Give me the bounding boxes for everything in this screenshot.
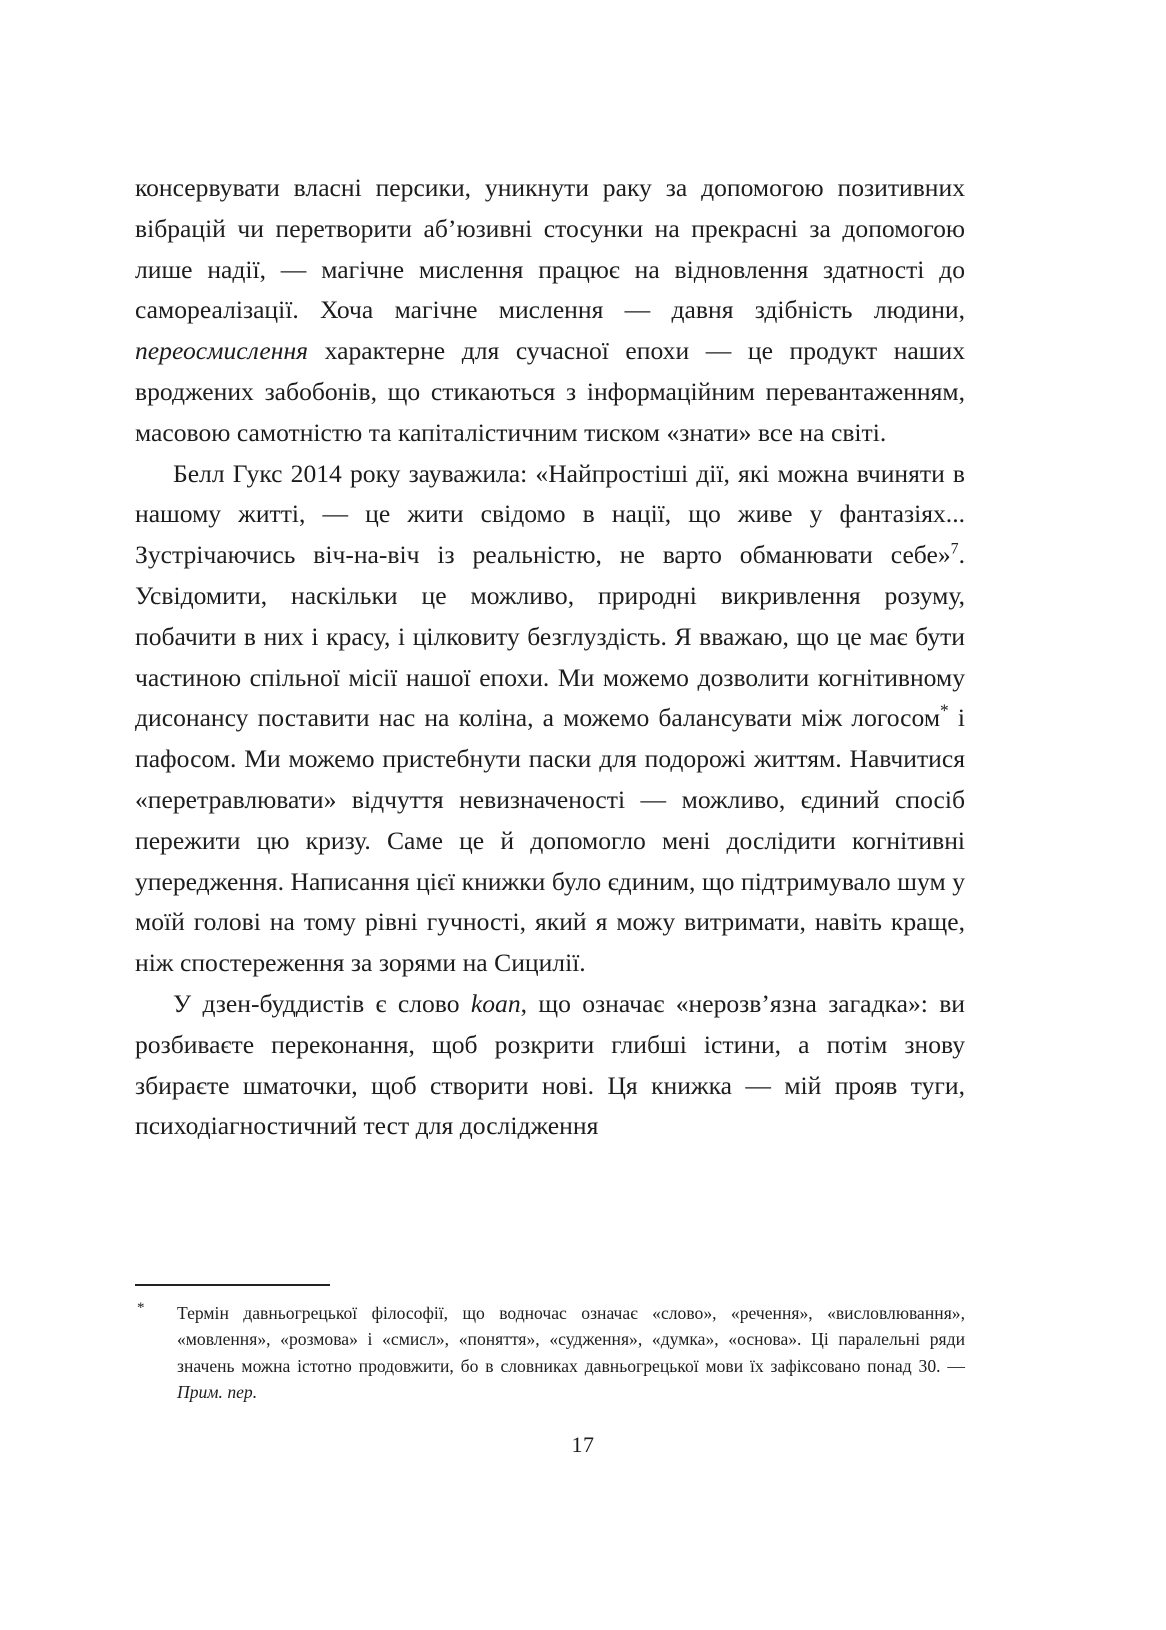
footnote-reference-marker[interactable]: 7 <box>950 540 959 558</box>
text-run: Белл Гукс 2014 року зауважила: «Найпростіші дії, які можна вчиняти в нашому житті, — це жити свідомо в нації, що живе у фантазіях... Зустрічаючись віч-на-віч із реальністю, не варто обманювати себе» <box>135 458 965 570</box>
text-run: і пафосом. Ми можемо пристебнути паски для подорожі життям. Навчитися «перетравлювати» відчуття невизначеності — можливо, єдиний спосіб пережити цю кризу. Саме це й допомогло мені дослідити когнітивні упередження. Написання цієї книжки було єдиним, що підтримувало шум у моїй голові на тому рівні гучності, який я можу витримати, навіть краще, ніж спостереження за зорями на Сицилії. <box>135 703 966 978</box>
footnote-text <box>177 1303 965 1402</box>
footnote-reference-asterisk[interactable]: * <box>940 700 949 721</box>
paragraph <box>135 168 965 454</box>
text-run: , що означає «нерозв’язна загадка»: ви розбиваєте переконання, щоб розкрити глибші істини, а потім знову збираєте шматочки, щоб створити нові. Ця книжка — мій прояв туги, психодіагностичний тест для дослідження <box>135 988 965 1141</box>
footnote-area <box>135 1284 965 1406</box>
text-run: характерне для сучасної епохи — це продукт наших вроджених забобонів, що стикаються з інформаційним перевантаженням, масовою самотністю та капіталістичним тиском «знати» все на світі. <box>135 336 965 447</box>
paragraph <box>135 984 965 1147</box>
body-text-block <box>135 168 965 1147</box>
footnote-separator-rule <box>135 1284 330 1286</box>
italic-run: koan <box>470 988 521 1018</box>
footnote <box>135 1300 965 1406</box>
italic-run: Прим. пер. <box>177 1382 258 1403</box>
text-run: консервувати власні персики, уникнути раку за допомогою позитивних вібрацій чи перетворити аб’юзивні стосунки на прекрасні за допомогою лише надії, — магічне мислення працює на відновлення здатності до самореалізації. Хоча магічне мислення — давня здібність людини, <box>135 173 965 325</box>
italic-run: переосмислення <box>135 336 309 366</box>
page-number: 17 <box>571 1432 595 1457</box>
footnote-symbol: * <box>137 1300 145 1316</box>
text-run: Термін давньогрецької філософії, що водночас означає «слово», «речення», «висловлювання», «мовлення», «розмова» і «смисл», «поняття», «судження», «думка», «основа». Ці паралельні ряди значень можна істотно продовжити, бо в словниках давньогрецької мови їх зафіксовано понад 30. — <box>177 1303 965 1376</box>
paragraph <box>135 454 965 984</box>
text-run: . Усвідомити, наскільки це можливо, природні викривлення розуму, побачити в них і красу, і цілковиту безглуздість. Я вважаю, що це має бути частиною спільної місії нашої епохи. Ми можемо дозволити когнітивному дисонансу поставити нас на коліна, а можемо балансувати між логосом <box>135 540 965 733</box>
text-run: У дзен-буддистів є слово <box>173 988 471 1018</box>
